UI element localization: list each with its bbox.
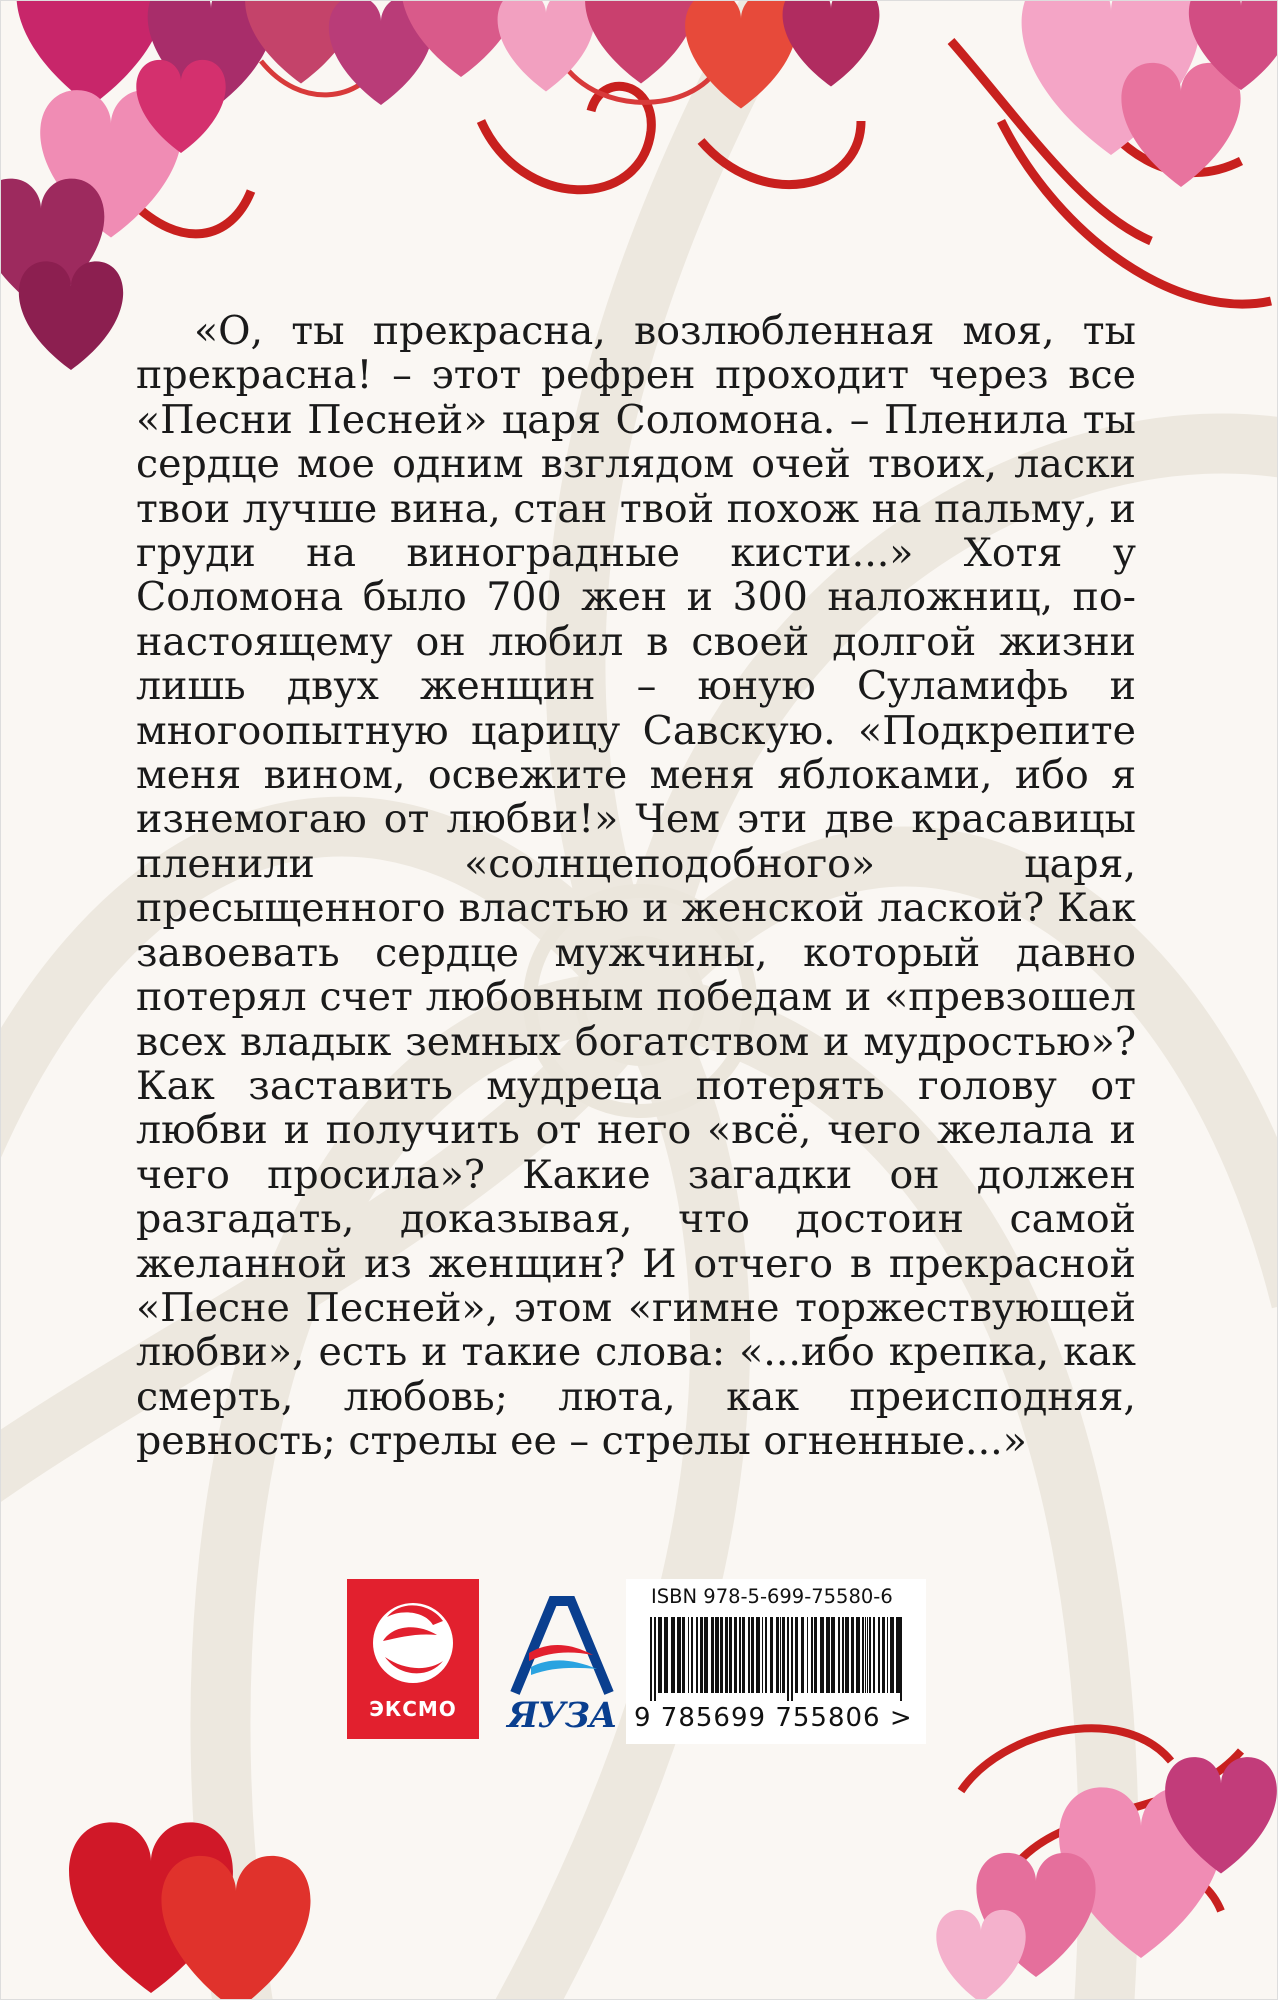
yauza-mark-icon — [501, 1593, 623, 1697]
barcode-bar — [851, 1617, 854, 1693]
barcode-bar — [748, 1617, 750, 1693]
barcode-bar — [739, 1617, 741, 1693]
barcode-bar — [838, 1617, 840, 1693]
barcode-digits: 9 785699 755806 > — [634, 1703, 913, 1733]
barcode-bar — [725, 1617, 728, 1693]
isbn-label: ISBN 978-5-699-75580-6 — [651, 1585, 893, 1608]
barcode-bar — [729, 1617, 732, 1693]
eksmo-logo — [347, 1579, 479, 1739]
barcode-bar — [882, 1617, 885, 1693]
barcode-bar — [887, 1617, 888, 1693]
barcode-bar — [862, 1617, 864, 1693]
barcode-bar — [677, 1617, 681, 1693]
barcode-bar — [650, 1617, 652, 1701]
barcode-bar — [801, 1617, 804, 1693]
barcode-bar — [688, 1617, 689, 1693]
barcode-bar — [711, 1617, 714, 1693]
barcode-bar — [831, 1617, 835, 1693]
barcode-bar — [782, 1617, 785, 1693]
barcode-bar — [756, 1617, 760, 1693]
yauza-logo — [501, 1593, 623, 1741]
eksmo-mark-icon — [347, 1579, 479, 1699]
barcode-bar — [770, 1617, 773, 1693]
barcode-bar — [814, 1617, 817, 1693]
barcode-bar — [820, 1617, 824, 1693]
barcode-bar — [696, 1617, 698, 1693]
barcode-bar — [878, 1617, 880, 1693]
barcode-bar — [776, 1617, 779, 1693]
barcode-bar — [658, 1617, 662, 1693]
barcode-bar — [704, 1617, 708, 1693]
barcode-bar — [715, 1617, 719, 1693]
barcode-bar — [734, 1617, 737, 1693]
barcode-bar — [845, 1617, 849, 1693]
barcode-bar — [654, 1617, 656, 1701]
barcode-bar — [791, 1617, 793, 1701]
barcode-bar — [867, 1617, 868, 1693]
barcode-bar — [700, 1617, 703, 1693]
barcode-bar — [842, 1617, 844, 1693]
isbn-block — [626, 1579, 926, 1744]
barcode-bar — [742, 1617, 745, 1693]
barcode-bar — [869, 1617, 871, 1693]
barcode-bar — [787, 1617, 789, 1701]
barcode-bar — [762, 1617, 763, 1693]
barcode-bar — [765, 1617, 767, 1693]
barcode-bar — [682, 1617, 685, 1693]
barcode-bar — [890, 1617, 894, 1693]
barcode-bar — [865, 1617, 866, 1693]
barcode-bar — [826, 1617, 830, 1693]
barcode-bar — [807, 1617, 808, 1693]
barcode-bar — [751, 1617, 754, 1693]
barcode-bar — [896, 1617, 900, 1693]
barcode-bar — [671, 1617, 675, 1693]
eksmo-label: ЭКСМО — [369, 1697, 457, 1721]
barcode-bar — [780, 1617, 781, 1693]
barcode-bar — [900, 1617, 902, 1701]
barcode-bar — [856, 1617, 860, 1693]
blurb-text: «О, ты прекрасна, возлюбленная моя, ты прекрасна! – этот рефрен проходит через все «Песни Песней» царя Соломона. – Пленила ты сердце мое одним взглядом очей твоих, ласки твои лучше вина, стан твой похож на пальму, и груди на виноградные кисти...» Хотя у Соломона было 700 жен и 300 наложниц, по-настоящему он любил в своей долгой жизни лишь двух женщин – юную Суламифь и многоопытную царицу Савскую. «Подкрепите меня вином, освежите меня яблоками, ибо я изнемогаю от любви!» Чем эти две красавицы пленили «солнцеподобного» царя, пресыщенного властью и женской лаской? Как завоевать сердце мужчины, который давно потерял счет любовным победам и «превзошел всех владык земных богатством и мудростью»? Как заставить мудреца потерять голову от любви и получить от него «всё, чего желала и чего просила»? Какие загадки он должен разгадать, доказывая, что достоин самой желанной из женщин? И отчего в прекрасной «Песне Песней», этом «гимне торжествующей любви», есть и такие слова: «...ибо крепка, как смерть, любовь; люта, как преисподняя, ревность; стрелы ее – стрелы огненные...» — [136, 308, 1136, 1465]
barcode-bar — [873, 1617, 875, 1693]
barcode-bar — [795, 1617, 798, 1693]
barcode-bar — [664, 1617, 668, 1693]
barcode-bar — [811, 1617, 813, 1693]
yauza-label: ЯУЗА — [507, 1695, 617, 1736]
barcode-bar — [691, 1617, 693, 1693]
barcode-bar — [720, 1617, 723, 1693]
barcode — [648, 1617, 906, 1701]
